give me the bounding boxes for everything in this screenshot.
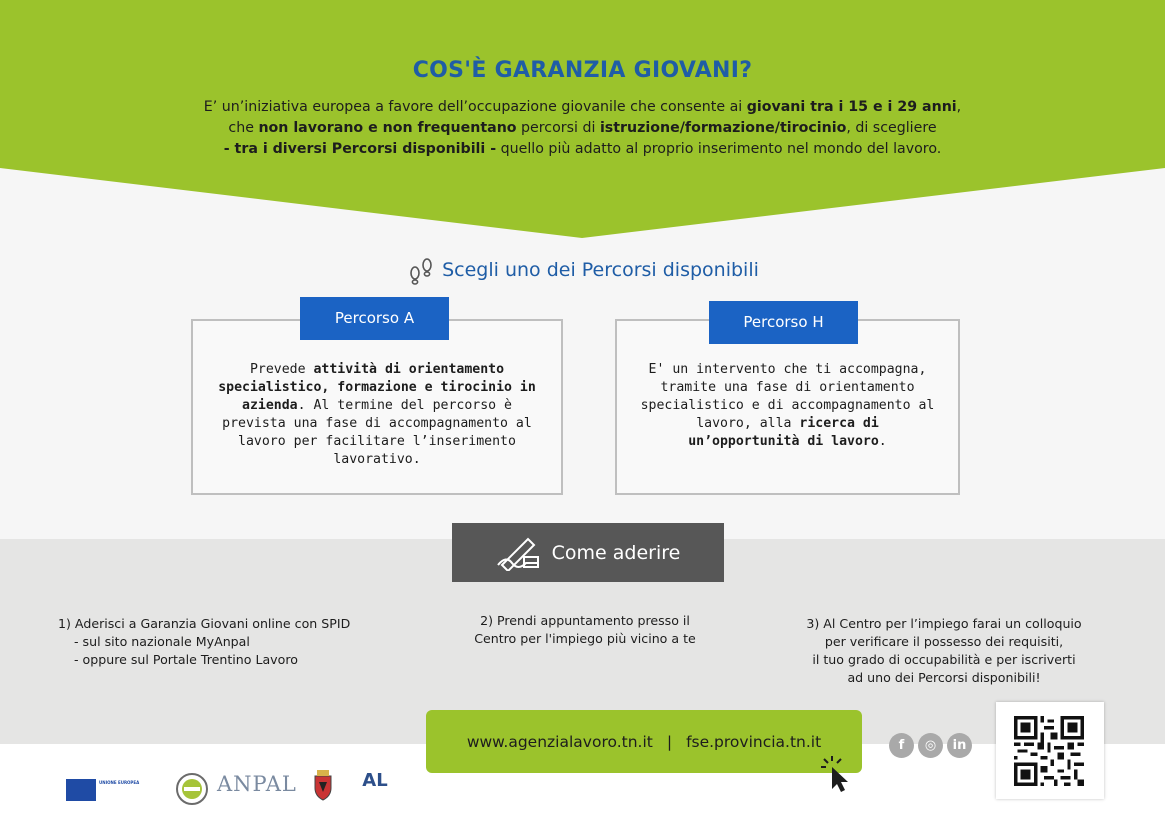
social-links (889, 733, 972, 758)
agenzia-lavoro-logo-text: AL (362, 770, 388, 791)
step-2-line-1: 2) Prendi appuntamento presso il (480, 613, 690, 628)
percorso-a-label: Percorso A (300, 297, 449, 340)
step-3-line-3: il tuo grado di occupabilità e per iscriverti (812, 652, 1076, 667)
qr-code-graphic (1014, 716, 1084, 786)
link-separator: | (666, 732, 673, 751)
linkedin-icon[interactable]: in (947, 733, 972, 758)
step-1-option-trentino: - oppure sul Portale Trentino Lavoro (74, 652, 298, 667)
pen-sign-icon (496, 535, 540, 571)
percorso-h-description: E' un intervento che ti accompagna, tramite una fase di orientamento specialistico e di accompagnamento al lavoro, alla ricerca di un’opportunità di lavoro. (640, 362, 935, 449)
instagram-icon[interactable]: ◎ (918, 733, 943, 758)
percorso-h-card (615, 319, 960, 495)
provincia-crest-icon (312, 768, 334, 804)
percorso-a-description: Prevede attività di orientamento specialistico, formazione e tirocinio in azienda. Al termine del percorso è prevista una fase di accompagnamento al lavoro per facilitare l’inserimento lavorativo. (218, 362, 536, 467)
facebook-icon[interactable]: f (889, 733, 914, 758)
eu-flag-icon (66, 779, 96, 801)
percorso-a-card (191, 319, 563, 495)
garanzia-giovani-logo (175, 772, 209, 806)
step-2-line-2: Centro per l'impiego più vicino a te (474, 631, 696, 646)
agenzia-lavoro-logo (350, 770, 400, 806)
how-to-join-title: Come aderire (551, 541, 681, 564)
step-1-title: 1) Aderisci a Garanzia Giovani online con SPID (58, 616, 351, 631)
eu-logo (66, 779, 166, 801)
website-links-bar (426, 710, 862, 773)
qr-code[interactable] (996, 702, 1104, 799)
page-title: COS'È GARANZIA GIOVANI? (412, 58, 753, 83)
link-fse-provincia[interactable]: fse.provincia.tn.it (686, 732, 822, 751)
step-3-line-4: ad uno dei Percorsi disponibili! (847, 670, 1041, 685)
step-1 (58, 615, 418, 669)
paths-heading (0, 255, 1165, 285)
how-to-join-header (452, 523, 724, 582)
step-3-line-1: 3) Al Centro per l’impiego farai un colloquio (806, 616, 1082, 631)
eu-logo-text: UNIONE EUROPEA (99, 780, 140, 785)
footsteps-icon (406, 255, 436, 285)
step-3-line-2: per verificare il possesso dei requisiti, (824, 634, 1064, 649)
cursor-click-icon (818, 755, 856, 793)
intro-paragraph: E’ un’iniziativa europea a favore dell’occupazione giovanile che consente ai giovani tra i 15 e i 29 anni, che non lavorano e non frequentano percorsi di istruzione/formazione/tirocinio, di scegliere - tra i diversi Percorsi disponibili - quello più adatto al proprio inserimento nel mondo del lavoro. (203, 99, 962, 157)
anpal-logo (217, 772, 297, 808)
percorso-h-label: Percorso H (709, 301, 858, 344)
step-1-option-myanpal: - sul sito nazionale MyAnpal (74, 634, 250, 649)
paths-heading-text: Scegli uno dei Percorsi disponibili (442, 259, 759, 281)
step-2 (440, 612, 730, 648)
step-3 (770, 615, 1118, 687)
anpal-logo-text: ANPAL (217, 772, 297, 796)
link-agenzialavoro[interactable]: www.agenzialavoro.tn.it (466, 732, 653, 751)
